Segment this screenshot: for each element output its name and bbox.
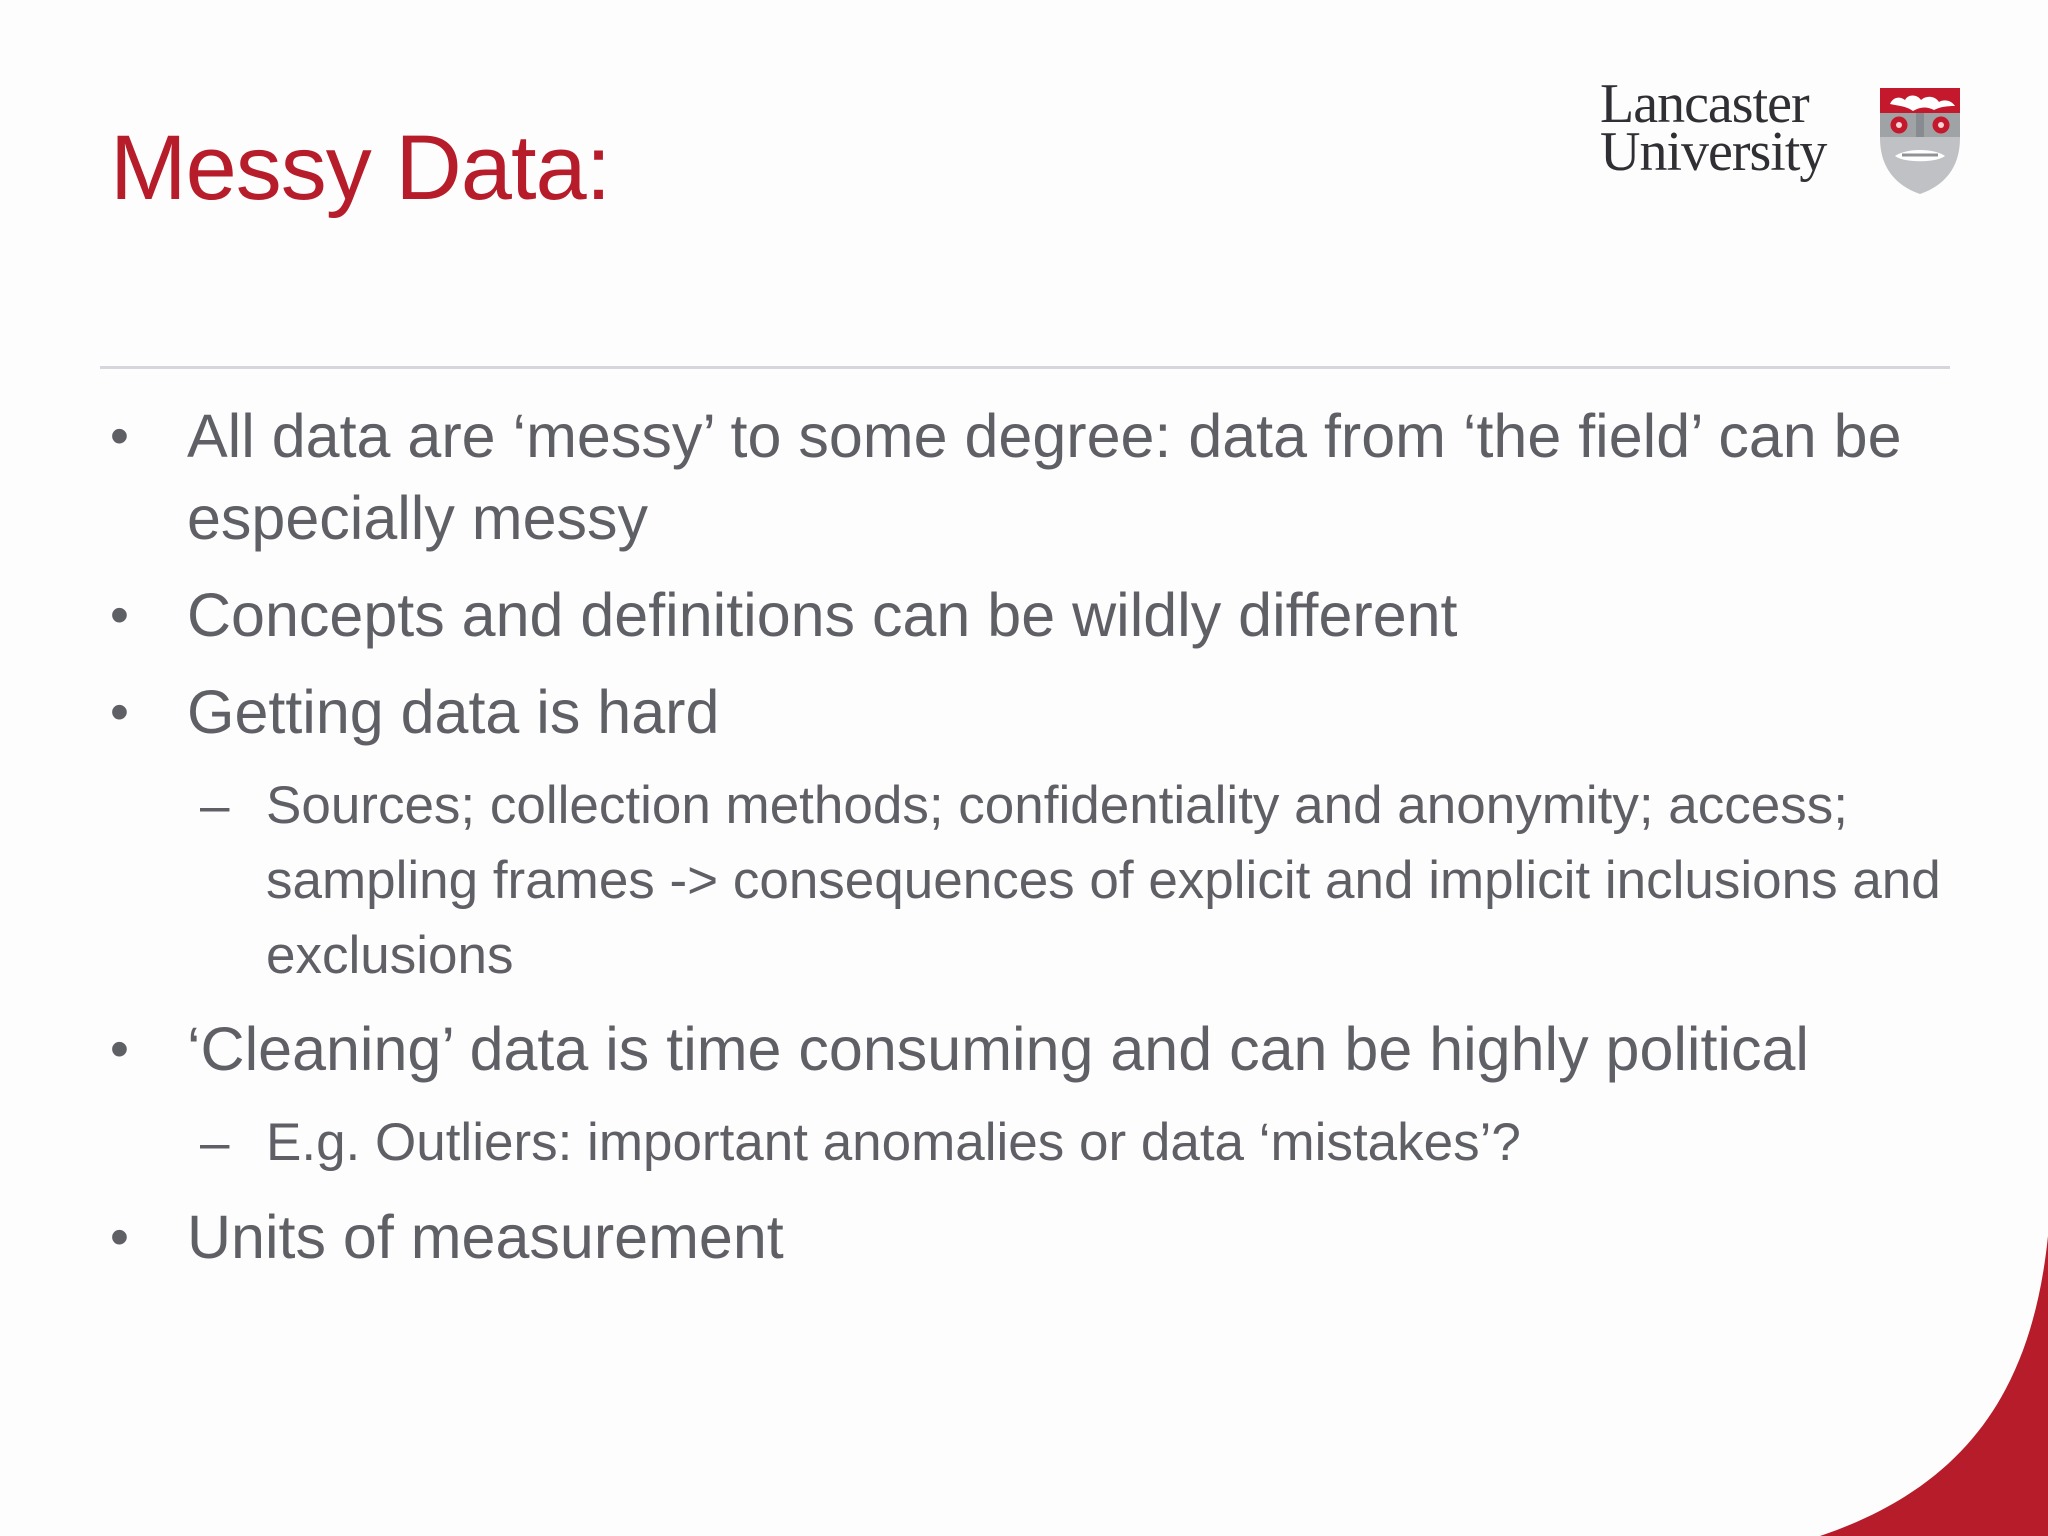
bullet-item-1 [110,395,1970,559]
bullet-marker-2: • [110,585,129,645]
sub-bullet-item-1 [200,768,1970,993]
corner-swoosh [1748,1236,2048,1536]
bullet-marker-4: • [110,1019,129,1079]
sub-bullet-item-2 [200,1105,1970,1180]
bullet-item-2 [110,574,1970,656]
bullet-item-3 [110,671,1970,753]
bullet-text-5: Units of measurement [187,1203,784,1271]
bullet-marker-1: • [110,406,129,466]
title-divider [100,366,1950,369]
bullet-item-5 [110,1196,1970,1278]
sub-bullet-marker-1: – [200,776,230,835]
bullet-text-1: All data are ‘messy’ to some degree: data from ‘the field’ can be especially messy [187,402,1902,552]
slide-title: Messy Data: [110,117,611,219]
sub-bullet-marker-2: – [200,1113,230,1172]
logo-line-1: Lancaster [1600,73,1809,135]
logo-line-2: University [1600,121,1827,183]
bullet-marker-3: • [110,682,129,742]
bullet-marker-5: • [110,1207,129,1267]
lancaster-crest-icon [1872,82,1968,198]
bullet-text-2: Concepts and definitions can be wildly different [187,581,1458,649]
logo-wordmark [1600,73,1827,183]
sub-bullet-text-1: Sources; collection methods; confidentiality and anonymity; access; sampling frames -> consequences of explicit and implicit inclusions and exclusions [266,776,1941,985]
sub-bullet-text-2: E.g. Outliers: important anomalies or data ‘mistakes’? [266,1113,1521,1172]
university-logo [1600,73,1970,200]
bullet-item-4 [110,1008,1970,1090]
bullet-list [110,395,1970,1293]
bullet-text-3: Getting data is hard [187,678,720,746]
bullet-text-4: ‘Cleaning’ data is time consuming and can be highly political [187,1015,1809,1083]
